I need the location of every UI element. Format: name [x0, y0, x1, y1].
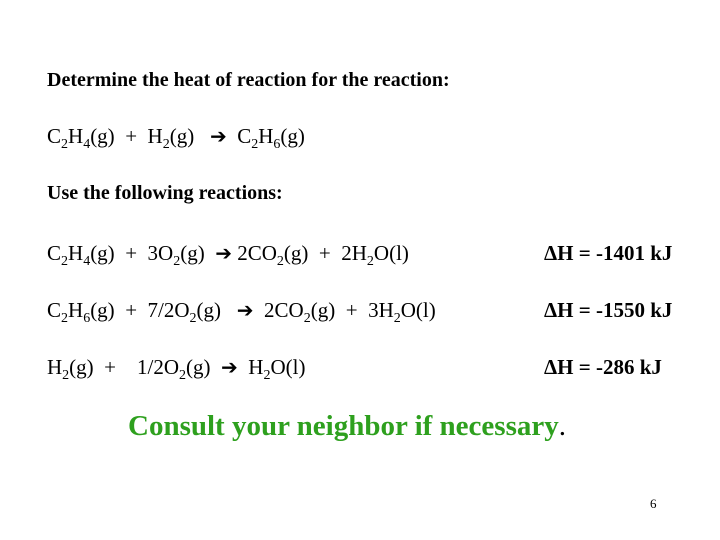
consult-period: . [558, 410, 566, 442]
plus-sign: + [104, 355, 117, 379]
target-reactant-2: $H_2(g)$ [147, 124, 195, 152]
reaction-arrow-icon: ➔ [209, 124, 227, 148]
target-reaction [47, 124, 305, 152]
reaction-arrow-icon: ➔ [236, 298, 254, 322]
heading-text: Determine the heat of reaction for the reaction: [47, 69, 450, 91]
target-reactant-1: $C_2H_4(g)$ [47, 124, 115, 152]
plus-sign: + [318, 241, 331, 265]
delta-h-3: ΔH = -286 kJ [544, 355, 662, 379]
consult-text: Consult your neighbor if necessary [128, 410, 559, 442]
reaction-arrow-icon: ➔ [215, 241, 232, 265]
reaction-2: $C_2H_6(g) + 7/2O_2(g)$ ➔ $2CO_2(g) + 3H_2O(l)$ [47, 298, 436, 326]
consult-note [128, 410, 566, 443]
target-product: $C_2H_6(g)$ [237, 124, 305, 152]
reaction-3: $H_2(g)$ + $1/2O_2(g)$ ➔ $H_2O(l)$ [47, 355, 306, 383]
plus-sign: + [125, 298, 138, 322]
page-number: 6 [650, 496, 657, 511]
plus-sign: + [125, 124, 138, 148]
reaction-1: $C_2H_4(g) + 3O_2(g)$ ➔ $2CO_2(g) + 2H_2O(l)$ [47, 241, 409, 269]
plus-sign: + [125, 241, 138, 265]
delta-h-2: ΔH = -1550 kJ [544, 298, 673, 322]
plus-sign: + [345, 298, 358, 322]
reaction-arrow-icon: ➔ [221, 355, 238, 379]
delta-h-1: ΔH = -1401 kJ [544, 241, 673, 265]
use-reactions-label: Use the following reactions: [47, 182, 283, 204]
